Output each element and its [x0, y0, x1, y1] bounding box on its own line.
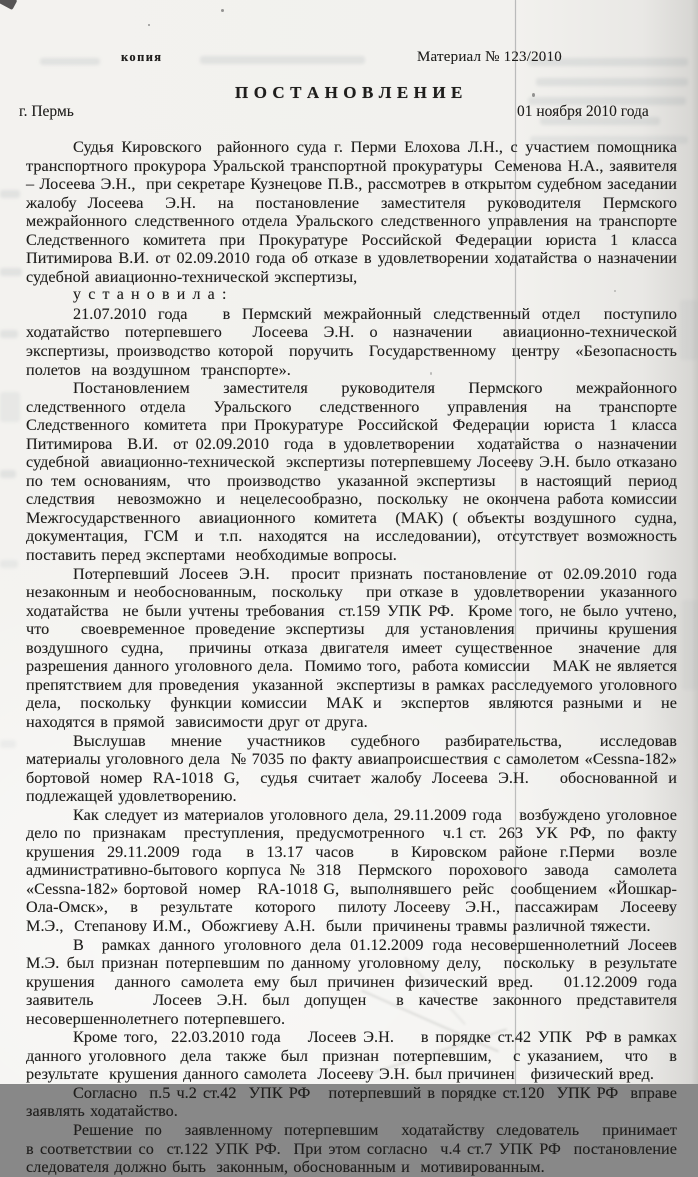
body-paragraph: Как следует из материалов уголовного дела, 29.11.2009 года возбуждено уголовное дело по признакам преступления, предусмотренного ч.1 ст. 263 УК РФ, по факту крушения 29.11.2009 года в 13.17 часов в Кировском районе г.Перми возле административно-бытового корпуса № 318 Пермского порохового завода самолета «Cessna-182» бортовой номер RA-1018 G, выполнявшего рейс сообщением «Йошкар-Ола-Омск», в результате которого пилоту Лосееву Э.Н., пассажирам Лосееву М.Э., Степанову И.М., Обожгиеву А.Н. были причинены травмы различной тяжести. [26, 805, 688, 935]
preamble-paragraph: Судья Кировского районного суда г. Перми Елохова Л.Н., с участием помощника транспортного прокурора Уральской транспортной прокуратуры Семенова Н.А., заявителя – Лосеева Э.Н., при секретаре Кузнецове П.В., рассмотрев в открытом судебном заседании жалобу Лосеева Э.Н. на постановление заместителя руководителя Пермского межрайонного следственного отдела Уральского следственного управления на транспорте Следственного комитета при Прокуратуре Российской Федерации юриста 1 класса Питимирова В.И. от 02.09.2010 года об отказе в удовлетворении ходатайства о назначении судебной авиационно-технической экспертизы, [26, 138, 688, 286]
bleed-through-artifact [0, 392, 20, 422]
body-paragraph: Выслушав мнение участников судебного разбирательства, исследовав материалы уголовного дела № 7035 по факту авиапроисшествия с самолетом «Cessna-182» бортовой номер RA-1018 G, судья считает жалобу Лосеева Э.Н. обоснованной и подлежащей удовлетворению. [26, 731, 688, 806]
place-label: г. Пермь [19, 103, 74, 120]
document-body [26, 138, 698, 1177]
bleed-through-artifact [0, 470, 16, 478]
material-number: Материал № 123/2010 [417, 49, 562, 65]
body-paragraph: Решение по заявленному потерпевшим ходатайству следователь принимает в соответствии со ст.122 УПК РФ. При этом согласно ч.4 ст.7 УПК РФ постановление следователя должно быть законным, обоснованным и мотивированным. [26, 1120, 688, 1177]
body-paragraph: Потерпевший Лосеев Э.Н. просит признать постановление от 02.09.2010 года незаконным и необоснованным, поскольку при отказе в удовлетворении указанного ходатайства не были учтены требования ст.159 УПК РФ. Кроме того, не было учтено, что своевременное проведение экспертизы для установления причины крушения воздушного судна, причины отказа двигателя имеет существенное значение для разрешения данного уголовного дела. Помимо того, работа комиссии МАК не является препятствием для проведения указанной экспертизы в рамках расследуемого уголовного дела, поскольку функции комиссии МАК и экспертов являются разными и не находятся в прямой зависимости друг от друга. [26, 564, 688, 731]
scan-speck [148, 24, 150, 26]
document-date: 01 ноября 2010 года [517, 103, 649, 120]
copy-label: копия [121, 50, 163, 64]
body-paragraph: Постановлением заместителя руководителя Пермского межрайонного следственного отдела Уральского следственного управления на транспорте Следственного комитета при Прокуратуре Российской Федерации юриста 1 класса Питимирова В.И. от 02.09.2010 года в удовлетворении ходатайства о назначении судебной авиационно-технической экспертизы потерпевшему Лосееву Э.Н. было отказано по тем основаниям, что производство указанной экспертизы в настоящий период следствия невозможно и нецелесообразно, поскольку не окончена работа комиссии Межгосударственного авиационного комитета (МАК) ( объекты воздушного судна, документация, ГСМ и т.п. находятся на исследовании), отсутствует возможность поставить перед экспертами необходимые вопросы. [26, 379, 688, 565]
bleed-through-artifact [682, 600, 698, 690]
scan-speck [221, 9, 224, 12]
bleed-through-artifact [0, 560, 18, 568]
document-title: П О С Т А Н О В Л Е Н И Е [235, 83, 463, 102]
bleed-through-artifact [0, 190, 20, 198]
bleed-through-artifact [0, 330, 18, 338]
bleed-through-artifact [200, 56, 365, 64]
bleed-through-artifact [40, 58, 100, 65]
body-paragraph: В рамках данного уголовного дела 01.12.2009 года несовершеннолетний Лосеев М.Э. был признан потерпевшим по данному уголовному делу, поскольку в результате крушения данного самолета ему был причинен физический вред. 01.12.2009 года заявитель Лосеев Э.Н. был допущен в качестве законного представителя несовершеннолетнего потерпевшего. [26, 935, 698, 1028]
bleed-through-artifact [0, 740, 16, 748]
scan-corner-smudge [0, 0, 17, 10]
established-heading: у с т а н о в и л а : [73, 286, 228, 304]
body-paragraph: 21.07.2010 года в Пермский межрайонный следственный отдел поступило ходатайство потерпевшего Лосеева Э.Н. о назначении авиационно-технической экспертизы, производство которой поручить Государственному центру «Безопасность полетов на воздушном транспорте». [26, 304, 688, 379]
body-paragraph: Кроме того, 22.03.2010 года Лосеев Э.Н. в порядке ст.42 УПК РФ в рамках данного уголовного дела также был признан потерпевшим, с указанием, что в результате крушения данного самолета Лосееву Э.Н. был причинен физический вред. [26, 1028, 688, 1084]
body-paragraph: Согласно п.5 ч.2 ст.42 УПК РФ потерпевший в порядке ст.120 УПК РФ вправе заявлять ходатайство. [26, 1083, 683, 1121]
bleed-through-artifact [0, 268, 22, 276]
